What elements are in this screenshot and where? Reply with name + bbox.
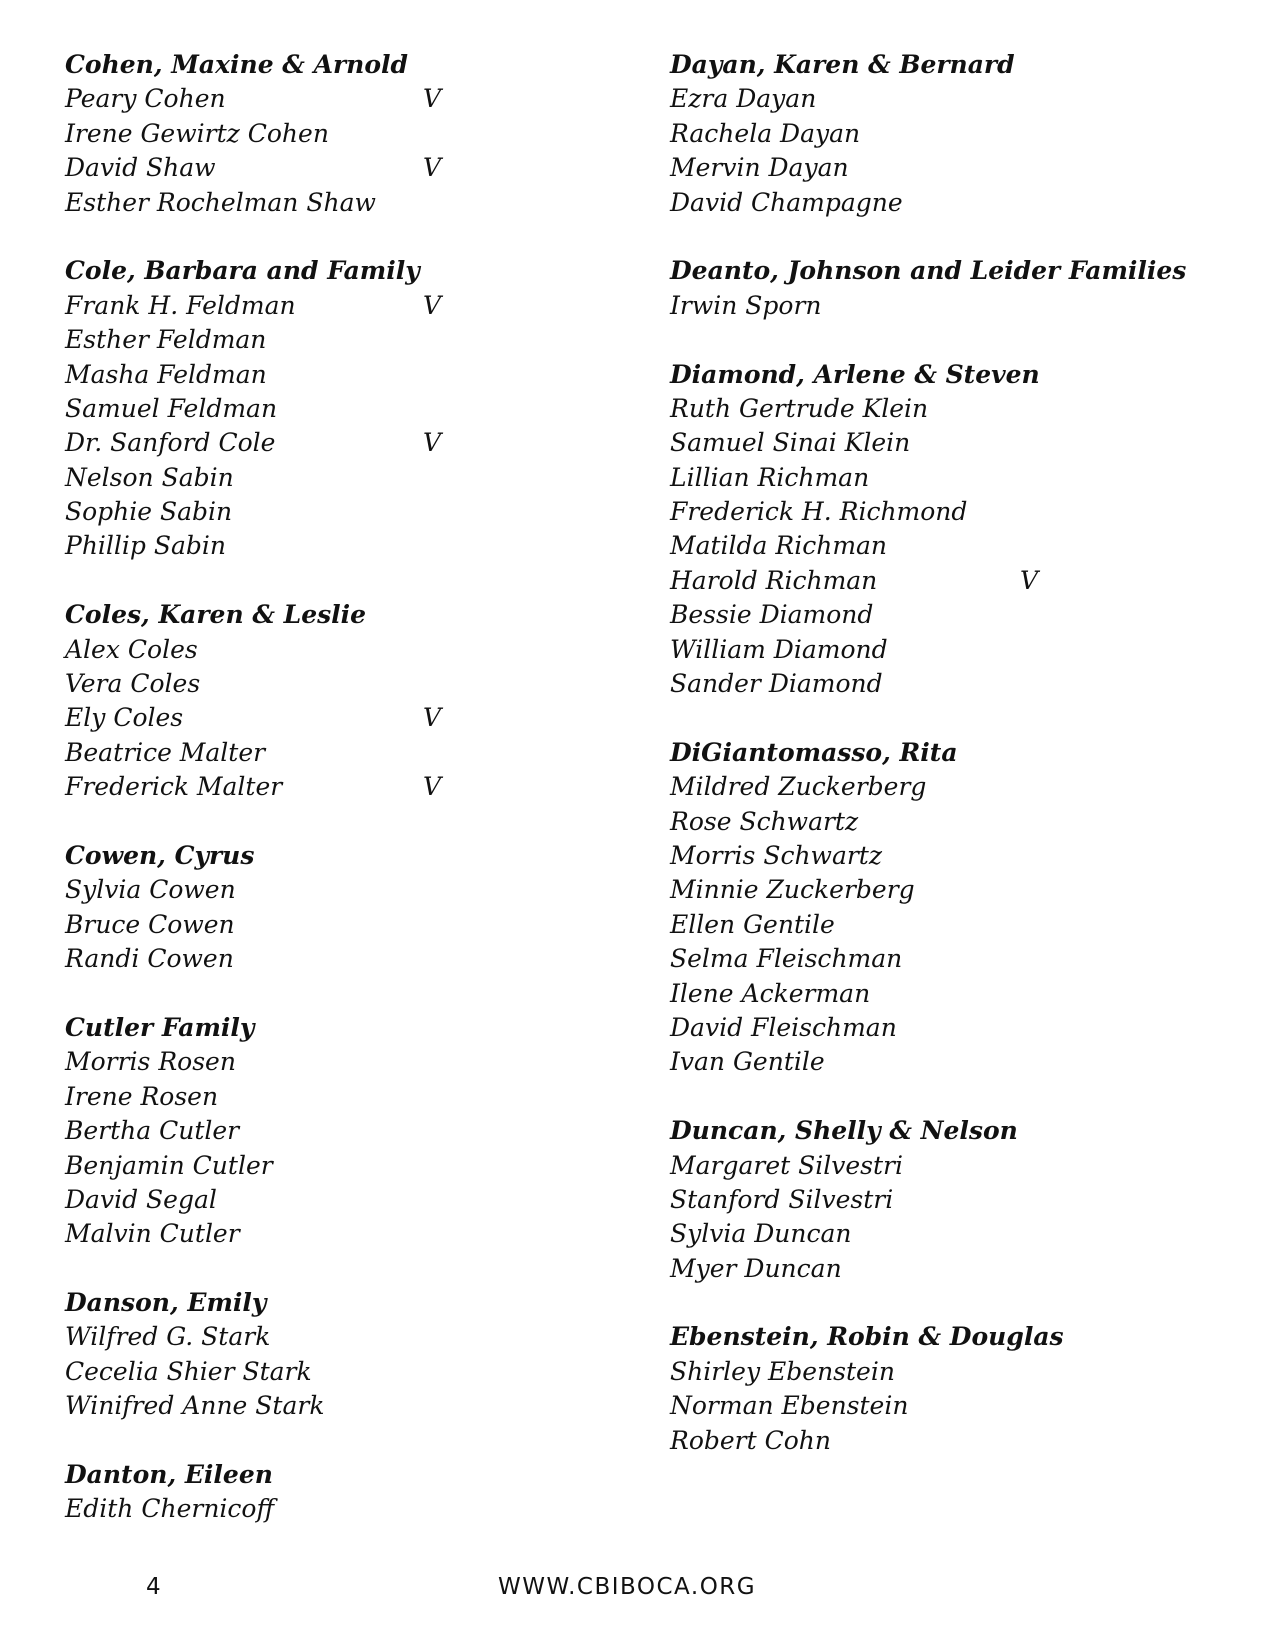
memorial-name (65, 1045, 485, 1079)
memorial-name (65, 1355, 485, 1389)
memorial-name-text: Norman Ebenstein (670, 1391, 909, 1421)
memorial-name (65, 1080, 485, 1114)
memorial-name-text: Frank H. Feldman (65, 290, 296, 320)
family-heading: Duncan, Shelly & Nelson (670, 1116, 1018, 1146)
memorial-name (65, 289, 485, 323)
right-column (670, 48, 1230, 1492)
memorial-name (65, 942, 485, 976)
memorial-name (65, 633, 485, 667)
memorial-name-text: Minnie Zuckerberg (670, 875, 915, 905)
memorial-name-text: Winifred Anne Stark (65, 1391, 325, 1421)
memorial-name-text: Shirley Ebenstein (670, 1356, 895, 1386)
veteran-mark: V (423, 84, 442, 114)
memorial-name-text: William Diamond (670, 634, 888, 664)
family-group (65, 1458, 485, 1527)
memorial-name-text: Ivan Gentile (670, 1047, 825, 1077)
memorial-name (65, 1114, 485, 1148)
memorial-name (670, 977, 1230, 1011)
memorial-name (670, 873, 1230, 907)
memorial-name-text: Benjamin Cutler (65, 1150, 273, 1180)
memorial-name (65, 736, 485, 770)
memorial-name-text: David Shaw (65, 153, 216, 183)
memorial-name-text: Morris Schwartz (670, 840, 883, 870)
memorial-name-text: Alex Coles (65, 634, 198, 664)
memorial-name-text: Bessie Diamond (670, 600, 874, 630)
family-heading: Cutler Family (65, 1012, 255, 1042)
family-group (65, 1286, 485, 1424)
memorial-name (670, 1252, 1230, 1286)
memorial-name (65, 1183, 485, 1217)
family-heading: Ebenstein, Robin & Douglas (670, 1322, 1064, 1352)
veteran-mark: V (423, 290, 442, 320)
family-heading: Cohen, Maxine & Arnold (65, 50, 408, 79)
family-heading: DiGiantomasso, Rita (670, 737, 958, 767)
memorial-name (65, 151, 485, 185)
memorial-name (65, 323, 485, 357)
family-group (65, 1011, 485, 1252)
memorial-name-text: Phillip Sabin (65, 531, 226, 561)
memorial-name-text: Margaret Silvestri (670, 1150, 903, 1180)
memorial-name (670, 1355, 1230, 1389)
memorial-name-text: Myer Duncan (670, 1253, 842, 1283)
memorial-name (670, 839, 1230, 873)
memorial-name-text: Samuel Feldman (65, 393, 278, 423)
memorial-name-text: Rachela Dayan (670, 118, 861, 148)
memorial-name-text: Rose Schwartz (670, 806, 859, 836)
memorial-name-text: Irene Gewirtz Cohen (65, 118, 329, 148)
memorial-name (670, 186, 1230, 220)
memorial-name-text: Samuel Sinai Klein (670, 428, 911, 458)
memorial-name-text: Mervin Dayan (670, 153, 849, 183)
left-column (65, 48, 485, 1561)
memorial-name (670, 1149, 1230, 1183)
memorial-name (670, 82, 1230, 116)
memorial-name (670, 426, 1230, 460)
memorial-name-text: Esther Feldman (65, 325, 267, 355)
memorial-name-text: Masha Feldman (65, 359, 267, 389)
family-heading: Cole, Barbara and Family (65, 256, 420, 286)
memorial-name (670, 1217, 1230, 1251)
memorial-name-text: Harold Richman (670, 565, 878, 595)
page-footer (0, 1574, 1275, 1608)
memorial-name-text: Ezra Dayan (670, 84, 817, 114)
memorial-name-text: David Fleischman (670, 1012, 897, 1042)
memorial-name-text: Matilda Richman (670, 531, 888, 561)
memorial-name (670, 1045, 1230, 1079)
memorial-name-text: Ruth Gertrude Klein (670, 393, 929, 423)
memorial-name (670, 1389, 1230, 1423)
memorial-name-text: Esther Rochelman Shaw (65, 187, 376, 217)
memorial-name (670, 1011, 1230, 1045)
memorial-name-text: Irwin Sporn (670, 290, 822, 320)
family-group (670, 1114, 1230, 1286)
memorial-name (670, 289, 1230, 323)
memorial-name (65, 1217, 485, 1251)
memorial-name-text: Malvin Cutler (65, 1219, 240, 1249)
memorial-name-text: David Segal (65, 1184, 217, 1214)
memorial-name-text: Bertha Cutler (65, 1116, 240, 1146)
memorial-name (670, 598, 1230, 632)
memorial-name-text: Selma Fleischman (670, 944, 903, 974)
memorial-name (65, 667, 485, 701)
family-heading: Diamond, Arlene & Steven (670, 359, 1040, 389)
memorial-name (670, 770, 1230, 804)
memorial-name (670, 495, 1230, 529)
memorial-name-text: Nelson Sabin (65, 462, 234, 492)
memorial-name (670, 1183, 1230, 1217)
memorial-name (65, 392, 485, 426)
memorial-name-text: Frederick Malter (65, 772, 283, 802)
memorial-name (670, 1424, 1230, 1458)
memorial-name-text: Lillian Richman (670, 462, 870, 492)
memorial-name (670, 667, 1230, 701)
memorial-name-text: Peary Cohen (65, 84, 226, 114)
website-url: WWW.CBIBOCA.ORG (498, 1574, 757, 1600)
family-group (65, 839, 485, 977)
memorial-name-text: Sander Diamond (670, 669, 883, 699)
memorial-name (670, 805, 1230, 839)
memorial-name (670, 461, 1230, 495)
memorial-name-text: Frederick H. Richmond (670, 497, 968, 527)
memorial-name (65, 873, 485, 907)
family-group (65, 48, 485, 220)
memorial-name (670, 392, 1230, 426)
memorial-name (65, 908, 485, 942)
family-group (670, 358, 1230, 702)
memorial-name-text: Vera Coles (65, 669, 201, 699)
family-heading: Dayan, Karen & Bernard (670, 50, 1015, 79)
page-number: 4 (146, 1574, 162, 1600)
memorial-name-text: Irene Rosen (65, 1081, 219, 1111)
memorial-name-text: Ely Coles (65, 703, 184, 733)
memorial-name (65, 426, 485, 460)
family-heading: Danson, Emily (65, 1288, 267, 1318)
memorial-name (65, 186, 485, 220)
memorial-name (65, 82, 485, 116)
memorial-name-text: Ellen Gentile (670, 909, 835, 939)
memorial-name-text: Dr. Sanford Cole (65, 428, 276, 458)
family-heading: Coles, Karen & Leslie (65, 600, 367, 630)
family-group (65, 254, 485, 564)
memorial-name-text: Edith Chernicoff (65, 1494, 275, 1524)
memorial-name (65, 701, 485, 735)
memorial-name-text: Sophie Sabin (65, 497, 233, 527)
family-group (670, 254, 1230, 323)
veteran-mark: V (423, 428, 442, 458)
memorial-name (65, 1389, 485, 1423)
memorial-name-text: Beatrice Malter (65, 737, 266, 767)
veteran-mark: V (1020, 565, 1039, 595)
memorial-name (670, 151, 1230, 185)
memorial-name-text: Morris Rosen (65, 1047, 236, 1077)
memorial-name (65, 1320, 485, 1354)
veteran-mark: V (423, 153, 442, 183)
family-group (670, 1320, 1230, 1458)
memorial-name-text: Robert Cohn (670, 1425, 831, 1455)
memorial-name (670, 564, 1230, 598)
memorial-name (65, 529, 485, 563)
memorial-name (670, 908, 1230, 942)
memorial-name (670, 633, 1230, 667)
memorial-name-text: Sylvia Cowen (65, 875, 236, 905)
family-group (670, 48, 1230, 220)
memorial-name-text: Ilene Ackerman (670, 978, 871, 1008)
memorial-name-text: Stanford Silvestri (670, 1184, 894, 1214)
memorial-name (65, 117, 485, 151)
veteran-mark: V (423, 703, 442, 733)
memorial-name-text: Wilfred G. Stark (65, 1322, 271, 1352)
family-group (65, 598, 485, 804)
memorial-name (65, 461, 485, 495)
memorial-name (670, 942, 1230, 976)
memorial-name (670, 529, 1230, 563)
memorial-name (65, 770, 485, 804)
family-heading: Danton, Eileen (65, 1460, 273, 1490)
family-heading: Deanto, Johnson and Leider Families (670, 256, 1187, 286)
memorial-name-text: Mildred Zuckerberg (670, 772, 927, 802)
family-group (670, 736, 1230, 1080)
memorial-name-text: Cecelia Shier Stark (65, 1356, 312, 1386)
memorial-name (65, 495, 485, 529)
memorial-name-text: Sylvia Duncan (670, 1219, 852, 1249)
memorial-name-text: Randi Cowen (65, 944, 234, 974)
memorial-name-text: Bruce Cowen (65, 909, 235, 939)
memorial-name (65, 1149, 485, 1183)
memorial-name (670, 117, 1230, 151)
veteran-mark: V (423, 772, 442, 802)
memorial-name (65, 1492, 485, 1526)
memorial-name (65, 358, 485, 392)
family-heading: Cowen, Cyrus (65, 840, 255, 870)
memorial-name-text: David Champagne (670, 187, 903, 217)
